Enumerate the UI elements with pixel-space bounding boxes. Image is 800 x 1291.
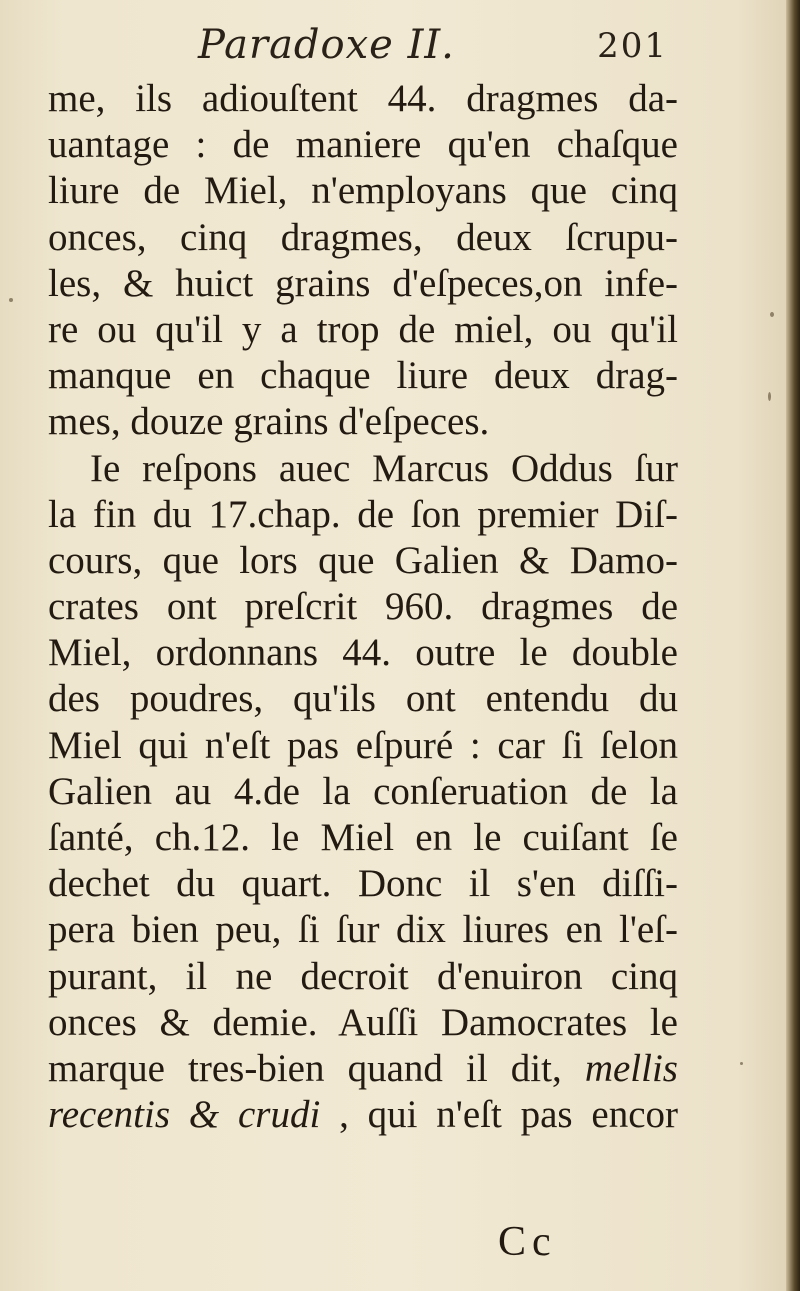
- running-title: Paradoxe II.: [198, 22, 455, 68]
- text-line: re ou qu'il y a trop de miel, ou qu'il: [48, 307, 678, 351]
- text-segment: marque tres-bien quand il dit,: [48, 1046, 562, 1090]
- text-line: purant, il ne decroit d'enuiron cinq: [48, 954, 678, 998]
- text-line: manque en chaque liure deux drag-: [48, 354, 678, 398]
- paper-speck: [9, 298, 13, 302]
- text-line: la fin du 17.chap. de ſon premier Diſ-: [48, 492, 678, 536]
- latin-phrase: recentis & crudi: [48, 1093, 321, 1137]
- body-text: [48, 76, 678, 1138]
- text-line: crates ont preſcrit 960. dragmes de: [48, 585, 678, 629]
- text-line: onces, cinq dragmes, deux ſcrupu-: [48, 215, 678, 259]
- text-line: ſanté, ch.12. le Miel en le cuiſant ſe: [48, 816, 678, 859]
- text-line: dechet du quart. Donc il s'en diſſi-: [48, 862, 678, 906]
- text-segment: , qui n'eſt pas encor: [339, 1093, 678, 1137]
- page-header: [48, 18, 668, 76]
- page-number: 201: [597, 26, 668, 66]
- text-line: onces & demie. Auſſi Damocrates le: [48, 1000, 678, 1044]
- text-line: [48, 1092, 678, 1138]
- text-line: Miel, ordonnans 44. outre le double: [48, 631, 678, 675]
- paragraph-start-line: Ie reſpons auec Marcus Oddus ſur: [90, 446, 678, 490]
- text-line: liure de Miel, n'employans que cinq: [48, 169, 678, 213]
- latin-phrase: mellis: [584, 1046, 678, 1090]
- text-line: pera bien peu, ſi ſur dix liures en l'eſ-: [48, 908, 678, 952]
- text-line: les, & huict grains d'eſpeces,on infe-: [48, 261, 678, 305]
- paper-speck: [740, 1062, 743, 1065]
- paper-speck: [768, 392, 771, 401]
- text-line: [48, 1046, 678, 1092]
- text-line: cours, que lors que Galien & Damo-: [48, 538, 678, 582]
- text-line: uantage : de maniere qu'en chaſque: [48, 123, 678, 167]
- text-line: mes, douze grains d'eſpeces.: [48, 400, 490, 444]
- paper-speck: [770, 312, 774, 317]
- page-edge-shadow: [786, 0, 800, 1291]
- text-line: des poudres, qu'ils ont entendu du: [48, 677, 678, 721]
- text-line: Miel qui n'eſt pas eſpuré : car ſi ſelon: [48, 723, 678, 767]
- signature-mark: Cc: [498, 1219, 557, 1265]
- text-line: Galien au 4.de la conſeruation de la: [48, 769, 678, 813]
- text-line: me, ils adiouſtent 44. dragmes da-: [48, 77, 678, 120]
